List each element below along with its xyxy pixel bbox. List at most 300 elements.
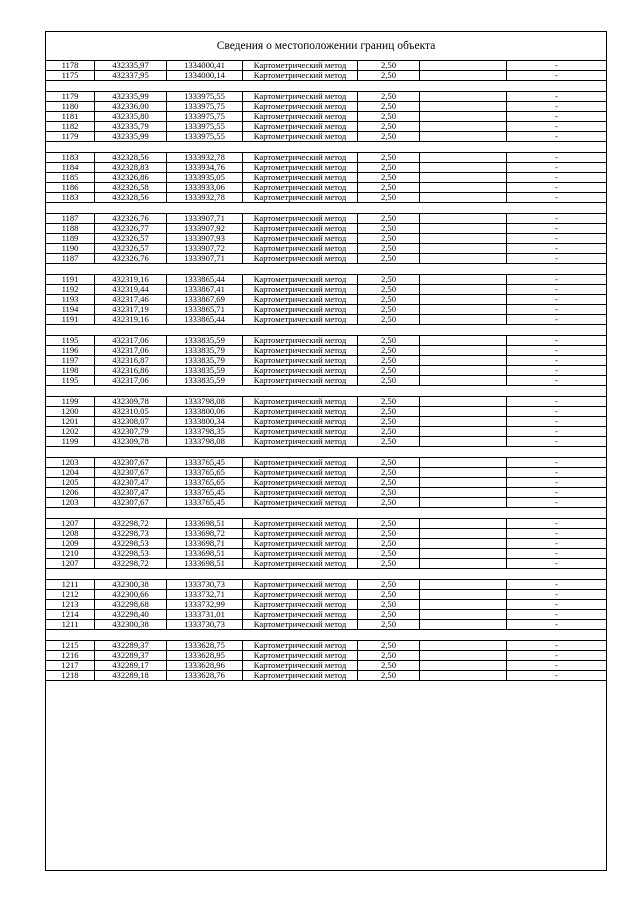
description-cell: - <box>555 671 558 680</box>
method-cell: Картометрический метод <box>243 610 358 619</box>
method-cell: Картометрический метод <box>243 437 358 446</box>
x-coordinate-cell: 432317,06 <box>95 376 167 385</box>
accuracy-cell: 2,50 <box>358 458 420 467</box>
point-number-cell: 1213 <box>46 600 95 609</box>
empty-cell <box>420 376 507 385</box>
y-coordinate-cell: 1333765,45 <box>167 488 243 497</box>
description-cell: - <box>555 244 558 253</box>
description-cell: - <box>555 376 558 385</box>
empty-cell <box>420 488 507 497</box>
point-number-cell: 1187 <box>46 214 95 223</box>
point-number-cell: 1179 <box>46 92 95 101</box>
method-cell: Картометрический метод <box>243 488 358 497</box>
method-cell: Картометрический метод <box>243 468 358 477</box>
y-coordinate-cell: 1333798,08 <box>167 437 243 446</box>
description-cell: - <box>555 397 558 406</box>
method-cell: Картометрический метод <box>243 295 358 304</box>
y-coordinate-cell: 1333835,59 <box>167 366 243 375</box>
x-coordinate-cell: 432309,78 <box>95 397 167 406</box>
empty-cell <box>420 498 507 507</box>
description-cell: - <box>555 132 558 141</box>
y-coordinate-cell: 1333907,93 <box>167 234 243 243</box>
x-coordinate-cell: 432300,38 <box>95 580 167 589</box>
description-cell: - <box>555 122 558 131</box>
accuracy-cell: 2,50 <box>358 71 420 80</box>
method-cell: Картометрический метод <box>243 153 358 162</box>
group-separator <box>46 264 606 275</box>
table-row <box>46 254 606 264</box>
accuracy-cell: 2,50 <box>358 488 420 497</box>
description-cell: - <box>555 417 558 426</box>
method-cell: Картометрический метод <box>243 549 358 558</box>
x-coordinate-cell: 432307,67 <box>95 458 167 467</box>
method-cell: Картометрический метод <box>243 641 358 650</box>
method-cell: Картометрический метод <box>243 163 358 172</box>
accuracy-cell: 2,50 <box>358 122 420 131</box>
empty-cell <box>420 397 507 406</box>
table-row <box>46 590 606 600</box>
table-row <box>46 529 606 539</box>
empty-cell <box>420 468 507 477</box>
accuracy-cell: 2,50 <box>358 397 420 406</box>
table-row <box>46 193 606 203</box>
table-row <box>46 132 606 142</box>
x-coordinate-cell: 432307,79 <box>95 427 167 436</box>
description-cell: - <box>555 295 558 304</box>
group-separator <box>46 447 606 458</box>
method-cell: Картометрический метод <box>243 173 358 182</box>
table-row <box>46 122 606 132</box>
empty-cell <box>420 580 507 589</box>
table-row <box>46 285 606 295</box>
description-cell: - <box>555 651 558 660</box>
x-coordinate-cell: 432317,19 <box>95 305 167 314</box>
empty-cell <box>420 539 507 548</box>
point-number-cell: 1206 <box>46 488 95 497</box>
y-coordinate-cell: 1333765,65 <box>167 478 243 487</box>
point-number-cell: 1214 <box>46 610 95 619</box>
point-number-cell: 1209 <box>46 539 95 548</box>
y-coordinate-cell: 1333907,71 <box>167 214 243 223</box>
y-coordinate-cell: 1333975,55 <box>167 92 243 101</box>
empty-cell <box>420 641 507 650</box>
table-row <box>46 214 606 224</box>
accuracy-cell: 2,50 <box>358 610 420 619</box>
table-row <box>46 346 606 356</box>
description-cell: - <box>555 641 558 650</box>
description-cell: - <box>555 488 558 497</box>
method-cell: Картометрический метод <box>243 254 358 263</box>
x-coordinate-cell: 432335,99 <box>95 132 167 141</box>
method-cell: Картометрический метод <box>243 519 358 528</box>
accuracy-cell: 2,50 <box>358 478 420 487</box>
method-cell: Картометрический метод <box>243 224 358 233</box>
accuracy-cell: 2,50 <box>358 224 420 233</box>
method-cell: Картометрический метод <box>243 234 358 243</box>
table-row <box>46 478 606 488</box>
point-number-cell: 1216 <box>46 651 95 660</box>
group-separator <box>46 203 606 214</box>
x-coordinate-cell: 432307,67 <box>95 498 167 507</box>
y-coordinate-cell: 1333975,75 <box>167 112 243 121</box>
table-row <box>46 112 606 122</box>
y-coordinate-cell: 1333698,51 <box>167 519 243 528</box>
empty-cell <box>420 610 507 619</box>
table-row <box>46 71 606 81</box>
method-cell: Картометрический метод <box>243 122 358 131</box>
accuracy-cell: 2,50 <box>358 671 420 680</box>
x-coordinate-cell: 432326,58 <box>95 183 167 192</box>
description-cell: - <box>555 234 558 243</box>
empty-cell <box>420 671 507 680</box>
empty-cell <box>420 61 507 70</box>
x-coordinate-cell: 432319,16 <box>95 275 167 284</box>
y-coordinate-cell: 1333865,44 <box>167 315 243 324</box>
point-number-cell: 1181 <box>46 112 95 121</box>
accuracy-cell: 2,50 <box>358 417 420 426</box>
accuracy-cell: 2,50 <box>358 244 420 253</box>
empty-cell <box>420 214 507 223</box>
y-coordinate-cell: 1333867,41 <box>167 285 243 294</box>
method-cell: Картометрический метод <box>243 427 358 436</box>
description-cell: - <box>555 275 558 284</box>
description-cell: - <box>555 580 558 589</box>
description-cell: - <box>555 498 558 507</box>
x-coordinate-cell: 432336,00 <box>95 102 167 111</box>
y-coordinate-cell: 1334000,41 <box>167 61 243 70</box>
description-cell: - <box>555 478 558 487</box>
x-coordinate-cell: 432307,47 <box>95 478 167 487</box>
x-coordinate-cell: 432337,95 <box>95 71 167 80</box>
table-row <box>46 153 606 163</box>
accuracy-cell: 2,50 <box>358 620 420 629</box>
empty-cell <box>420 122 507 131</box>
x-coordinate-cell: 432289,37 <box>95 641 167 650</box>
x-coordinate-cell: 432326,76 <box>95 214 167 223</box>
empty-cell <box>420 346 507 355</box>
method-cell: Картометрический метод <box>243 539 358 548</box>
table-row <box>46 671 606 681</box>
description-cell: - <box>555 61 558 70</box>
empty-cell <box>420 285 507 294</box>
accuracy-cell: 2,50 <box>358 580 420 589</box>
point-number-cell: 1186 <box>46 183 95 192</box>
x-coordinate-cell: 432335,79 <box>95 122 167 131</box>
empty-cell <box>420 163 507 172</box>
x-coordinate-cell: 432307,47 <box>95 488 167 497</box>
y-coordinate-cell: 1333835,79 <box>167 356 243 365</box>
group-separator <box>46 142 606 153</box>
y-coordinate-cell: 1333800,06 <box>167 407 243 416</box>
table-row <box>46 295 606 305</box>
x-coordinate-cell: 432326,86 <box>95 173 167 182</box>
description-cell: - <box>555 519 558 528</box>
y-coordinate-cell: 1333698,71 <box>167 539 243 548</box>
method-cell: Картометрический метод <box>243 580 358 589</box>
empty-cell <box>420 458 507 467</box>
description-cell: - <box>555 193 558 202</box>
point-number-cell: 1180 <box>46 102 95 111</box>
method-cell: Картометрический метод <box>243 651 358 660</box>
table-row <box>46 305 606 315</box>
point-number-cell: 1191 <box>46 275 95 284</box>
table-row <box>46 417 606 427</box>
accuracy-cell: 2,50 <box>358 234 420 243</box>
accuracy-cell: 2,50 <box>358 559 420 568</box>
table-row <box>46 336 606 346</box>
description-cell: - <box>555 427 558 436</box>
accuracy-cell: 2,50 <box>358 254 420 263</box>
x-coordinate-cell: 432298,40 <box>95 610 167 619</box>
group-separator <box>46 81 606 92</box>
accuracy-cell: 2,50 <box>358 295 420 304</box>
empty-cell <box>420 590 507 599</box>
method-cell: Картометрический метод <box>243 529 358 538</box>
table-row <box>46 102 606 112</box>
group-separator <box>46 569 606 580</box>
coordinates-table <box>46 61 606 681</box>
empty-cell <box>420 356 507 365</box>
point-number-cell: 1190 <box>46 244 95 253</box>
point-number-cell: 1203 <box>46 498 95 507</box>
point-number-cell: 1195 <box>46 376 95 385</box>
description-cell: - <box>555 437 558 446</box>
x-coordinate-cell: 432300,38 <box>95 620 167 629</box>
accuracy-cell: 2,50 <box>358 102 420 111</box>
point-number-cell: 1215 <box>46 641 95 650</box>
point-number-cell: 1210 <box>46 549 95 558</box>
accuracy-cell: 2,50 <box>358 651 420 660</box>
group-separator <box>46 508 606 519</box>
empty-cell <box>420 254 507 263</box>
accuracy-cell: 2,50 <box>358 437 420 446</box>
x-coordinate-cell: 432335,80 <box>95 112 167 121</box>
description-cell: - <box>555 458 558 467</box>
accuracy-cell: 2,50 <box>358 163 420 172</box>
empty-cell <box>420 153 507 162</box>
empty-cell <box>420 132 507 141</box>
y-coordinate-cell: 1333934,76 <box>167 163 243 172</box>
table-row <box>46 610 606 620</box>
description-cell: - <box>555 153 558 162</box>
y-coordinate-cell: 1333628,76 <box>167 671 243 680</box>
table-row <box>46 437 606 447</box>
x-coordinate-cell: 432298,73 <box>95 529 167 538</box>
y-coordinate-cell: 1333698,51 <box>167 559 243 568</box>
table-row <box>46 315 606 325</box>
y-coordinate-cell: 1333628,75 <box>167 641 243 650</box>
description-cell: - <box>555 559 558 568</box>
point-number-cell: 1187 <box>46 254 95 263</box>
accuracy-cell: 2,50 <box>358 315 420 324</box>
accuracy-cell: 2,50 <box>358 183 420 192</box>
y-coordinate-cell: 1333698,72 <box>167 529 243 538</box>
x-coordinate-cell: 432317,06 <box>95 336 167 345</box>
description-cell: - <box>555 356 558 365</box>
method-cell: Картометрический метод <box>243 559 358 568</box>
point-number-cell: 1195 <box>46 336 95 345</box>
accuracy-cell: 2,50 <box>358 549 420 558</box>
accuracy-cell: 2,50 <box>358 376 420 385</box>
empty-cell <box>420 427 507 436</box>
point-number-cell: 1201 <box>46 417 95 426</box>
point-number-cell: 1184 <box>46 163 95 172</box>
point-number-cell: 1179 <box>46 132 95 141</box>
description-cell: - <box>555 254 558 263</box>
empty-cell <box>420 620 507 629</box>
boundary-coordinates-sheet <box>45 31 607 871</box>
x-coordinate-cell: 432326,76 <box>95 254 167 263</box>
description-cell: - <box>555 661 558 670</box>
y-coordinate-cell: 1333932,78 <box>167 193 243 202</box>
x-coordinate-cell: 432310,05 <box>95 407 167 416</box>
x-coordinate-cell: 432328,56 <box>95 153 167 162</box>
y-coordinate-cell: 1333628,96 <box>167 661 243 670</box>
point-number-cell: 1183 <box>46 153 95 162</box>
empty-cell <box>420 549 507 558</box>
accuracy-cell: 2,50 <box>358 498 420 507</box>
method-cell: Картометрический метод <box>243 407 358 416</box>
table-row <box>46 376 606 386</box>
accuracy-cell: 2,50 <box>358 407 420 416</box>
method-cell: Картометрический метод <box>243 458 358 467</box>
y-coordinate-cell: 1333698,51 <box>167 549 243 558</box>
method-cell: Картометрический метод <box>243 417 358 426</box>
point-number-cell: 1211 <box>46 580 95 589</box>
point-number-cell: 1203 <box>46 458 95 467</box>
table-row <box>46 407 606 417</box>
description-cell: - <box>555 285 558 294</box>
point-number-cell: 1199 <box>46 437 95 446</box>
table-row <box>46 275 606 285</box>
method-cell: Картометрический метод <box>243 244 358 253</box>
empty-cell <box>420 92 507 101</box>
description-cell: - <box>555 600 558 609</box>
table-row <box>46 468 606 478</box>
x-coordinate-cell: 432335,99 <box>95 92 167 101</box>
y-coordinate-cell: 1333935,05 <box>167 173 243 182</box>
description-cell: - <box>555 112 558 121</box>
y-coordinate-cell: 1333730,73 <box>167 620 243 629</box>
table-row <box>46 661 606 671</box>
empty-cell <box>420 529 507 538</box>
method-cell: Картометрический метод <box>243 600 358 609</box>
table-row <box>46 397 606 407</box>
point-number-cell: 1183 <box>46 193 95 202</box>
y-coordinate-cell: 1333732,71 <box>167 590 243 599</box>
description-cell: - <box>555 183 558 192</box>
x-coordinate-cell: 432326,77 <box>95 224 167 233</box>
point-number-cell: 1202 <box>46 427 95 436</box>
y-coordinate-cell: 1333732,99 <box>167 600 243 609</box>
accuracy-cell: 2,50 <box>358 305 420 314</box>
method-cell: Картометрический метод <box>243 193 358 202</box>
description-cell: - <box>555 224 558 233</box>
point-number-cell: 1200 <box>46 407 95 416</box>
table-row <box>46 356 606 366</box>
description-cell: - <box>555 315 558 324</box>
y-coordinate-cell: 1333800,34 <box>167 417 243 426</box>
method-cell: Картометрический метод <box>243 285 358 294</box>
empty-cell <box>420 183 507 192</box>
empty-cell <box>420 193 507 202</box>
table-row <box>46 244 606 254</box>
description-cell: - <box>555 590 558 599</box>
y-coordinate-cell: 1333798,35 <box>167 427 243 436</box>
point-number-cell: 1182 <box>46 122 95 131</box>
method-cell: Картометрический метод <box>243 275 358 284</box>
x-coordinate-cell: 432308,07 <box>95 417 167 426</box>
x-coordinate-cell: 432316,87 <box>95 356 167 365</box>
group-separator <box>46 386 606 397</box>
method-cell: Картометрический метод <box>243 305 358 314</box>
method-cell: Картометрический метод <box>243 478 358 487</box>
y-coordinate-cell: 1333765,45 <box>167 458 243 467</box>
accuracy-cell: 2,50 <box>358 275 420 284</box>
accuracy-cell: 2,50 <box>358 590 420 599</box>
method-cell: Картометрический метод <box>243 336 358 345</box>
table-row <box>46 173 606 183</box>
x-coordinate-cell: 432328,83 <box>95 163 167 172</box>
accuracy-cell: 2,50 <box>358 132 420 141</box>
accuracy-cell: 2,50 <box>358 366 420 375</box>
x-coordinate-cell: 432326,57 <box>95 244 167 253</box>
y-coordinate-cell: 1333730,73 <box>167 580 243 589</box>
x-coordinate-cell: 432326,57 <box>95 234 167 243</box>
x-coordinate-cell: 432289,37 <box>95 651 167 660</box>
description-cell: - <box>555 610 558 619</box>
point-number-cell: 1178 <box>46 61 95 70</box>
table-row <box>46 427 606 437</box>
method-cell: Картометрический метод <box>243 61 358 70</box>
method-cell: Картометрический метод <box>243 183 358 192</box>
empty-cell <box>420 651 507 660</box>
x-coordinate-cell: 432319,44 <box>95 285 167 294</box>
empty-cell <box>420 600 507 609</box>
accuracy-cell: 2,50 <box>358 153 420 162</box>
y-coordinate-cell: 1333731,01 <box>167 610 243 619</box>
x-coordinate-cell: 432300,66 <box>95 590 167 599</box>
point-number-cell: 1194 <box>46 305 95 314</box>
accuracy-cell: 2,50 <box>358 468 420 477</box>
table-row <box>46 620 606 630</box>
x-coordinate-cell: 432307,67 <box>95 468 167 477</box>
description-cell: - <box>555 214 558 223</box>
point-number-cell: 1196 <box>46 346 95 355</box>
table-row <box>46 92 606 102</box>
point-number-cell: 1193 <box>46 295 95 304</box>
description-cell: - <box>555 468 558 477</box>
method-cell: Картометрический метод <box>243 397 358 406</box>
y-coordinate-cell: 1333835,59 <box>167 376 243 385</box>
description-cell: - <box>555 92 558 101</box>
description-cell: - <box>555 173 558 182</box>
description-cell: - <box>555 539 558 548</box>
empty-cell <box>420 519 507 528</box>
empty-cell <box>420 275 507 284</box>
empty-cell <box>420 234 507 243</box>
table-row <box>46 488 606 498</box>
x-coordinate-cell: 432298,72 <box>95 559 167 568</box>
table-row <box>46 61 606 71</box>
empty-cell <box>420 336 507 345</box>
accuracy-cell: 2,50 <box>358 112 420 121</box>
method-cell: Картометрический метод <box>243 102 358 111</box>
y-coordinate-cell: 1333798,08 <box>167 397 243 406</box>
empty-cell <box>420 366 507 375</box>
table-row <box>46 366 606 376</box>
point-number-cell: 1198 <box>46 366 95 375</box>
